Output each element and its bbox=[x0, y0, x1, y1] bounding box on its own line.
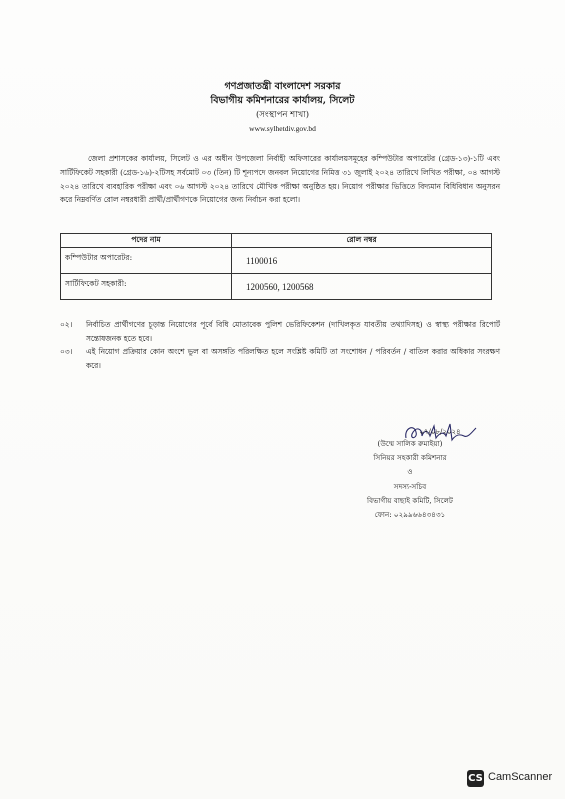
col-header-roll: রোল নম্বর bbox=[232, 234, 492, 248]
post-cell: কম্পিউটার অপারেটর: bbox=[61, 248, 232, 274]
note-item bbox=[60, 345, 500, 373]
note-text: নির্বাচিত প্রার্থীগণের চূড়ান্ত নিয়োগের পূর্বে বিধি মোতাবেক পুলিশ ভেরিফিকেশন (দাখিলকৃত যাবতীয় তথ্যাদিসহ) ও স্বাস্থ্য পরীক্ষার রিপোর্ট সন্তোষজনক হতে হবে। bbox=[86, 320, 500, 343]
note-number: ০২। bbox=[60, 320, 73, 329]
roll-cell: 1100016 bbox=[232, 248, 492, 274]
roll-cell: 1200560, 1200568 bbox=[232, 274, 492, 300]
signatory-designation: সিনিয়র সহকারী কমিশনার bbox=[373, 453, 447, 463]
body-paragraph: জেলা প্রশাসকের কার্যালয়, সিলেট ও এর অধীন উপজেলা নির্বাহী অফিসারের কার্যালয়সমূহের কম্পিউটার অপারেটর (গ্রেড-১৩)-১টি এবং সার্টিফিকেট সহকারী (গ্রেড-১৬)-২টিসহ সর্বমোট ০৩ (তিন) টি শূন্যপদে জনবল নিয়োগের নিমিত্ত ৩১ জুলাই ২০২৪ তারিখে লিখিত পরীক্ষা, ০৪ আগস্ট ২০২৪ তারিখে ব্যবহারিক পরীক্ষা এবং ০৬ আগস্ট ২০২৪ তারিখে মৌখিক পরীক্ষা অনুষ্ঠিত হয়। নিয়োগ পরীক্ষার ভিত্তিতে বিদ্যমান বিধিবিধান অনুসরন করে নিম্নবর্ণিত রোল নম্বরধারী প্রার্থী/প্রার্থীগণকে নিয়োগের জন্য নির্বাচন করা হলো। bbox=[60, 154, 500, 205]
table-row bbox=[61, 274, 492, 300]
note-item bbox=[60, 318, 500, 346]
signature-block bbox=[340, 425, 480, 522]
signatory-conjunction: ও bbox=[407, 467, 413, 477]
website-link[interactable]: www.sylhetdiv.gov.bd bbox=[249, 124, 316, 133]
post-cell: সার্টিফিকেট সহকারী: bbox=[61, 274, 232, 300]
section-title: (সংস্থাপন শাখা) bbox=[255, 110, 310, 120]
table-row bbox=[61, 248, 492, 274]
signatory-name: (উম্মে সালিক রুমাইয়া) bbox=[377, 439, 443, 448]
col-header-post: পদের নাম bbox=[61, 234, 232, 248]
office-title: বিভাগীয় কমিশনারের কার্যালয়, সিলেট bbox=[210, 95, 355, 106]
camscanner-logo-icon: CS bbox=[467, 770, 484, 787]
signatory-role: সদস্য-সচিব bbox=[393, 481, 427, 491]
signatory-committee: বিভাগীয় বাছাই কমিটি, সিলেট bbox=[367, 495, 453, 505]
note-text: এই নিয়োগ প্রক্রিয়ার কোন অংশে ভুল বা অসঙ্গতি পরিলক্ষিত হলে সংশ্লিষ্ট কমিটি তা সংশোধন / পরিবর্তন / বাতিল করার অধিকার সংরক্ষণ করে। bbox=[86, 347, 500, 370]
table-header-row bbox=[61, 234, 492, 248]
government-title: গণপ্রজাতন্ত্রী বাংলাদেশ সরকার bbox=[224, 81, 341, 92]
selection-table bbox=[60, 233, 492, 300]
camscanner-watermark: CamScanner bbox=[488, 771, 553, 783]
signatory-phone: ফোন: ০২৯৯৬৬৪৩৪৩১ bbox=[374, 510, 446, 520]
signature-date: ০৭/০৮/২০২৪ bbox=[419, 428, 461, 436]
note-number: ০৩। bbox=[60, 347, 73, 356]
